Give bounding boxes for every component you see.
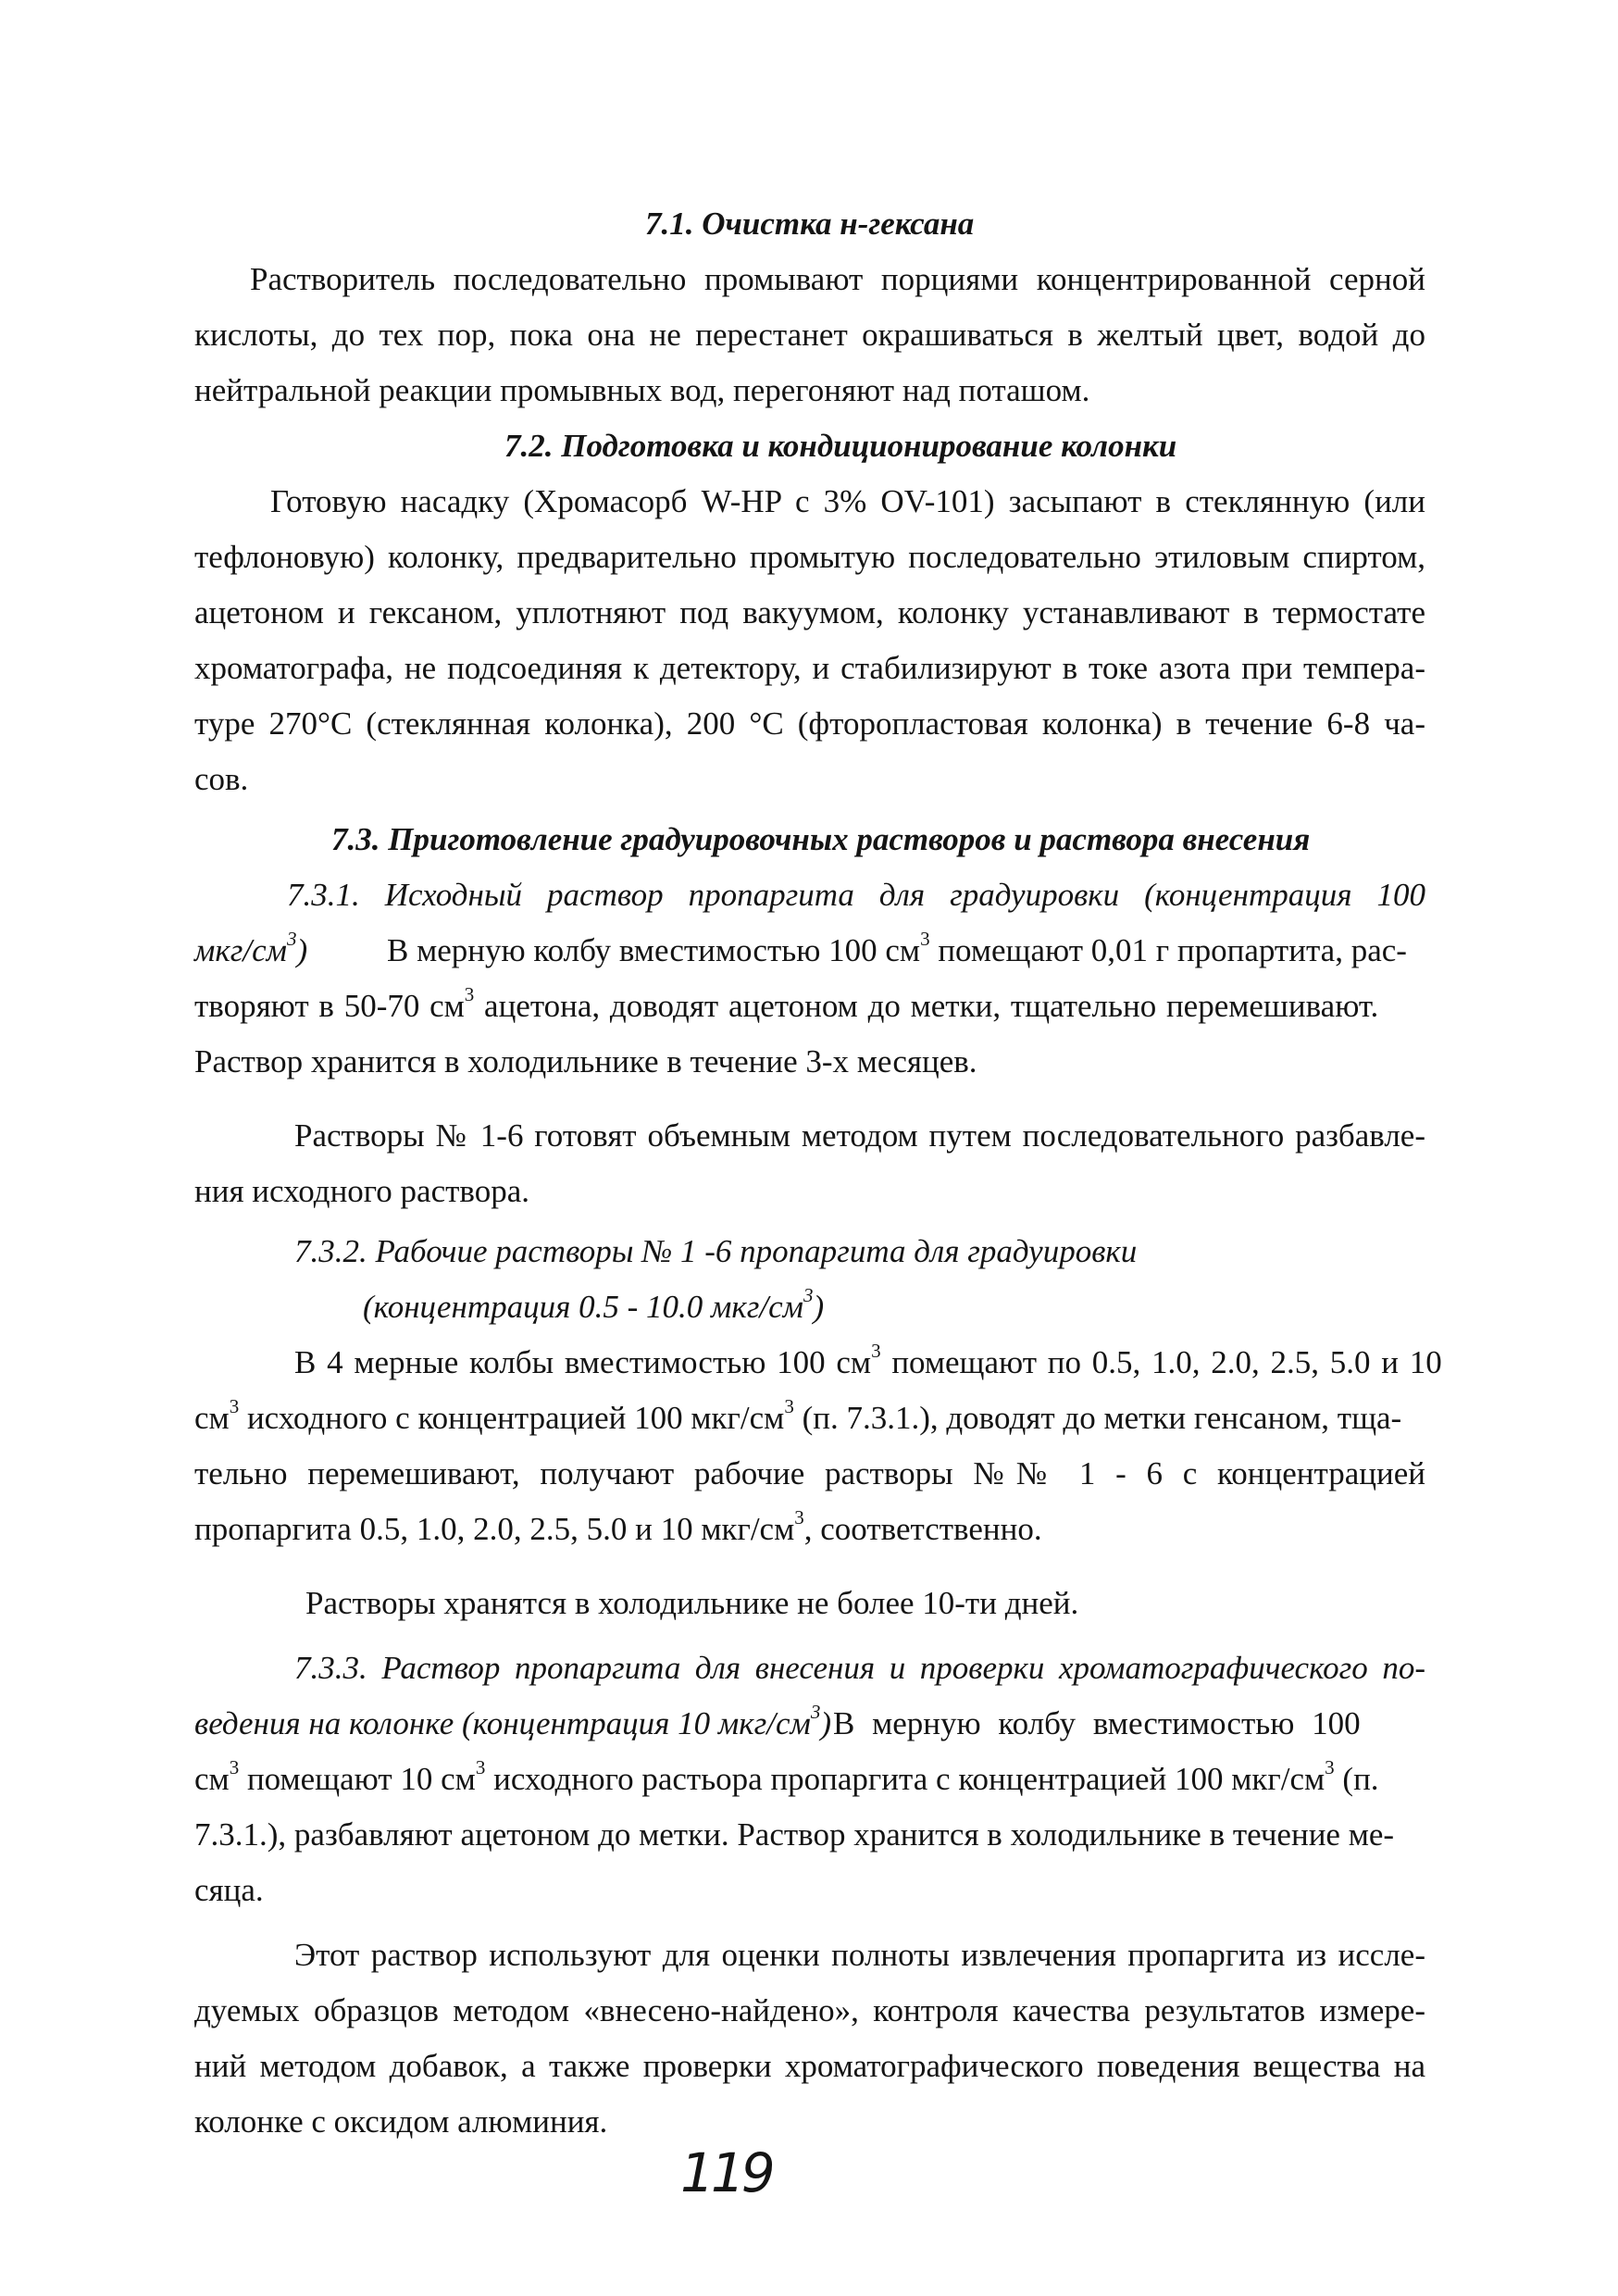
section-7-1-line-3: нейтральной реакции промывных вод, перегоняют над поташом. <box>194 372 1090 408</box>
page-number: 119 <box>680 2141 772 2204</box>
section-7-3-2-title: 7.3.2. Рабочие растворы № 1 -6 пропаргита для градуировки <box>294 1233 1138 1269</box>
section-7-3-2-storage: Растворы хранятся в холодильнике не более 10-ти дней. <box>305 1585 1079 1621</box>
section-7-3-3-line-3: $см^3$ помещают 10 $см^3$ исходного растьора пропаргита с концентрацией 100 мкг/$см^3$ (п. <box>194 1756 1379 1797</box>
section-7-3-1-line-3: Раствор хранится в холодильнике в течение 3-х месяцев. <box>194 1043 977 1079</box>
section-7-3-2-line-3: тельно перемешивают, получают рабочие растворы №№ 1 - 6 с концентрацией <box>194 1455 1425 1491</box>
section-7-1-line-2: кислоты, до тех пор, пока она не перестанет окрашиваться в желтый цвет, водой до <box>194 317 1425 353</box>
section-7-2-heading: 7.2. Подготовка и кондиционирование колонки <box>504 428 1177 464</box>
section-7-3-2-title-line-2: (концентрация 0.5 - 10.0 мкг/$см^3$) <box>363 1284 825 1325</box>
section-7-3-1-line-2: творяют в 50-70 $см^3$ ацетона, доводят ацетоном до метки, тщательно перемешивают. <box>194 983 1379 1024</box>
section-7-3-1-line-1-text: В мерную колбу вместимостью 100 $см^3$ помещают 0,01 г пропартита, рас- <box>387 928 1407 968</box>
section-7-3-3-line-2-text: В мерную колбу вместимостью 100 <box>833 1705 1361 1741</box>
section-7-3-heading: 7.3. Приготовление градуировочных растворов и раствора внесения <box>331 821 1311 857</box>
section-7-3-3-line-5: сяца. <box>194 1872 264 1908</box>
section-7-3-1-para2-line-2: ния исходного раствора. <box>194 1173 529 1209</box>
section-7-2-line-2: тефлоновую) колонку, предварительно промытую последовательно этиловым спиртом, <box>194 539 1425 575</box>
section-7-3-2-line-2: $см^3$ исходного с концентрацией 100 мкг/$см^3$ (п. 7.3.1.), доводят до метки генсаном, тща- <box>194 1395 1402 1436</box>
section-7-3-2-line-1: В 4 мерные колбы вместимостью 100 $см^3$ помещают по 0.5, 1.0, 2.0, 2.5, 5.0 и 10 <box>294 1340 1442 1380</box>
section-7-3-3-title: 7.3.3. Раствор пропаргита для внесения и проверки хроматографического по- <box>294 1650 1425 1686</box>
section-7-2-line-1: Готовую насадку (Хромасорб W-HP с 3% OV-101) засыпают в стеклянную (или <box>270 483 1425 519</box>
unit-label: мкг/$см^3$) <box>194 928 308 968</box>
section-7-2-line-5: туре 270°С (стеклянная колонка), 200 °С (фторопластовая колонка) в течение 6-8 ча- <box>194 705 1425 742</box>
section-7-3-1-title: 7.3.1. Исходный раствор пропаргита для градуировки (концентрация 100 <box>287 877 1425 913</box>
section-7-3-2-line-4: пропаргита 0.5, 1.0, 2.0, 2.5, 5.0 и 10 мкг/$см^3$, соответственно. <box>194 1506 1042 1547</box>
section-7-3-1-para2-line-1: Растворы № 1-6 готовят объемным методом путем последовательного разбавле- <box>294 1117 1425 1154</box>
section-7-3-3-para2-line-2: дуемых образцов методом «внесено-найдено», контроля качества результатов измере- <box>194 1992 1425 2028</box>
section-7-3-3-para2-line-1: Этот раствор используют для оценки полноты извлечения пропаргита из иссле- <box>294 1937 1425 1973</box>
section-7-2-line-4: хроматографа, не подсоединяя к детектору, и стабилизируют в токе азота при темпера- <box>194 650 1425 686</box>
section-7-3-3-title-end: ведения на колонке (концентрация 10 мкг/$см^3$) <box>194 1701 832 1741</box>
section-7-3-3-line-2 <box>194 1696 831 1752</box>
section-7-2-line-6: сов. <box>194 761 249 797</box>
section-7-3-3-para2-line-3: ний методом добавок, а также проверки хроматографического поведения вещества на <box>194 2048 1425 2084</box>
section-7-1-line-1: Растворитель последовательно промывают порциями концентрированной серной <box>250 261 1425 297</box>
section-7-3-3-line-4: 7.3.1.), разбавляют ацетоном до метки. Раствор хранится в холодильнике в течение ме- <box>194 1816 1395 1853</box>
section-7-2-line-3: ацетоном и гексаном, уплотняют под вакуумом, колонку устанавливают в термостате <box>194 594 1425 630</box>
section-7-1-heading: 7.1. Очистка н-гексана <box>645 206 975 242</box>
section-7-3-1-line-1 <box>194 923 307 979</box>
section-7-3-3-para2-line-4: колонке с оксидом алюминия. <box>194 2103 608 2140</box>
